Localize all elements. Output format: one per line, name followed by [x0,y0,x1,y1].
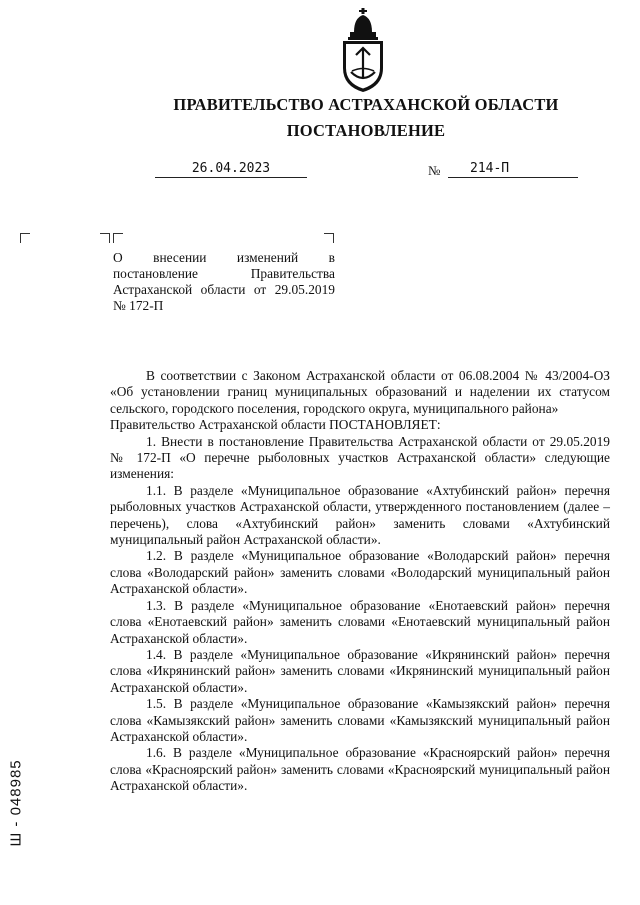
item-1-5: 1.5. В разделе «Муниципальное образование «Камызякский район» перечня слова «Камызякский район» заменить словами «Камызякский муниципальный район Астраханской области». [110,696,610,744]
coat-of-arms-icon [338,8,388,94]
corner-mark [20,233,30,243]
number-sign: № [428,163,441,178]
resolves-line: Правительство Астраханской области ПОСТАНОВЛЯЕТ: [110,417,441,433]
document-number: 214-П [448,161,578,178]
preamble: В соответствии с Законом Астраханской области от 06.08.2004 № 43/2004-ОЗ «Об установлении границ муниципальных образований и наделении их статусом сельского, городского поселения, городского округа, муниципального района» [110,368,610,416]
corner-mark [113,233,123,243]
document-date: 26.04.2023 [155,161,307,178]
item-1-3: 1.3. В разделе «Муниципальное образование «Енотаевский район» перечня слова «Енотаевский район» заменить словами «Енотаевский муниципальный район Астраханской области». [110,597,610,646]
subject-block [113,250,335,314]
document-type: ПОСТАНОВЛЕНИЕ [286,121,446,140]
government-title: ПРАВИТЕЛЬСТВО АСТРАХАНСКОЙ ОБЛАСТИ [173,95,559,114]
item-1-2: 1.2. В разделе «Муниципальное образование «Володарский район» перечня слова «Володарский район» заменить словами «Володарский муниципальный район Астраханской области». [110,548,610,597]
serial-number: Ш - 048985 [7,759,25,847]
corner-mark [324,233,334,243]
subject-text: О внесении изменений в постановление Правительства Астраханской области от 29.05.2019 № 172-П [113,250,335,313]
item-1-4: 1.4. В разделе «Муниципальное образование «Икрянинский район» перечня слова «Икрянинский район» заменить словами «Икрянинский муниципальный район Астраханской области». [110,646,610,695]
item-1-1: 1.1. В разделе «Муниципальное образование «Ахтубинский район» перечня рыболовных участков Астраханской области, утвержденного постановлением (далее – перечень), слова «Ахтубинский район» заменить словами «Ахтубинский муниципальный район Астраханской области». [110,482,610,548]
item-1: 1. Внести в постановление Правительства Астраханской области от 29.05.2019 № 172-П «О перечне рыболовных участков Астраханской области» следующие изменения: [110,433,610,482]
serial-stamp [2,726,28,850]
corner-mark [100,233,110,243]
document-body [110,368,610,795]
item-1-6: 1.6. В разделе «Муниципальное образование «Красноярский район» перечня слова «Красноярский район» заменить словами «Красноярский муниципальный район Астраханской области». [110,745,610,794]
